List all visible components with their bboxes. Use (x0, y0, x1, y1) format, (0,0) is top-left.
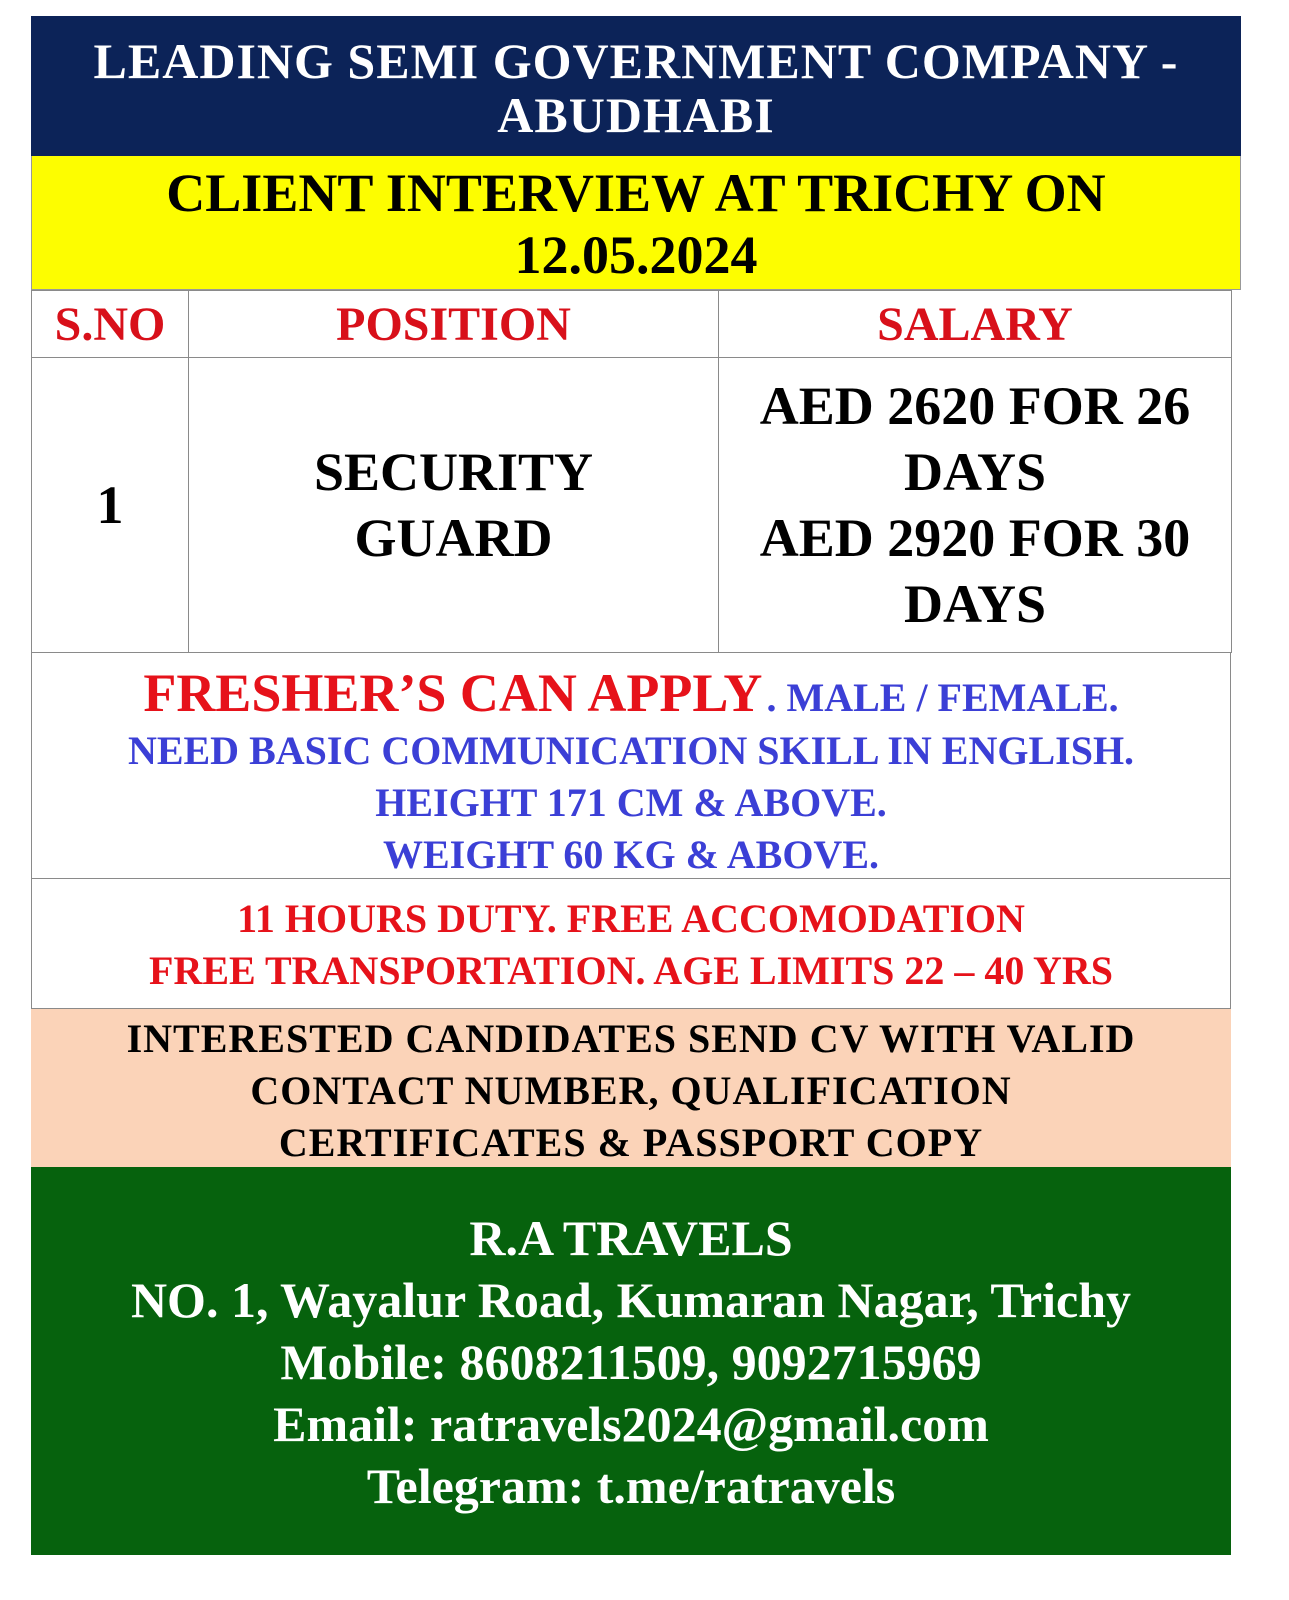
height-text: HEIGHT 171 CM & ABOVE. (375, 780, 887, 825)
header-salary: SALARY (719, 291, 1232, 358)
fresher-text: FRESHER’S CAN APPLY (143, 663, 763, 723)
table-row (32, 358, 1232, 653)
position-line1: SECURITY (313, 442, 594, 502)
salary-line1: AED 2620 FOR 26 (759, 376, 1191, 436)
contact-address: NO. 1, Wayalur Road, Kumaran Nagar, Trichy (130, 1272, 1132, 1328)
contact-telegram: Telegram: t.me/ratravels (366, 1458, 896, 1514)
cell-position (189, 358, 719, 653)
header-sno: S.NO (32, 291, 189, 358)
salary-line3: AED 2920 FOR 30 (759, 508, 1191, 568)
interview-line1: CLIENT INTERVIEW AT TRICHY ON (166, 163, 1106, 223)
contact-email: Email: ratravels2024@gmail.com (273, 1396, 989, 1452)
table-header-row (32, 291, 1232, 358)
apply-line1: INTERESTED CANDIDATES SEND CV WITH VALID (126, 1016, 1136, 1061)
interview-date: 12.05.2024 (514, 225, 758, 285)
company-header (31, 16, 1241, 156)
benefits-section (31, 879, 1231, 1009)
benefits-line2: FREE TRANSPORTATION. AGE LIMITS 22 – 40 YRS (149, 948, 1113, 993)
contact-section (31, 1167, 1231, 1555)
positions-table (31, 290, 1232, 653)
apply-section (31, 1009, 1231, 1167)
interview-banner (31, 156, 1241, 290)
requirements-line1 (32, 661, 1230, 725)
contact-company: R.A TRAVELS (469, 1210, 793, 1266)
position-line2: GUARD (354, 508, 553, 568)
salary-line2: DAYS (903, 442, 1047, 502)
contact-mobile: Mobile: 8608211509, 9092715969 (280, 1334, 982, 1390)
company-header-line1: LEADING SEMI GOVERNMENT COMPANY - (93, 33, 1179, 89)
requirements-section (31, 653, 1231, 879)
header-position: POSITION (189, 291, 719, 358)
cell-salary (719, 358, 1232, 653)
gender-text: . MALE / FEMALE. (766, 675, 1119, 720)
weight-text: WEIGHT 60 KG & ABOVE. (382, 832, 879, 877)
apply-line3: CERTIFICATES & PASSPORT COPY (278, 1120, 984, 1165)
communication-text: NEED BASIC COMMUNICATION SKILL IN ENGLISH. (127, 728, 1135, 773)
job-poster (31, 16, 1241, 1555)
salary-line4: DAYS (903, 574, 1047, 634)
cell-sno: 1 (32, 358, 189, 653)
company-header-line2: ABUDHABI (497, 87, 775, 143)
benefits-line1: 11 HOURS DUTY. FREE ACCOMODATION (237, 896, 1025, 941)
apply-line2: CONTACT NUMBER, QUALIFICATION (250, 1068, 1012, 1113)
